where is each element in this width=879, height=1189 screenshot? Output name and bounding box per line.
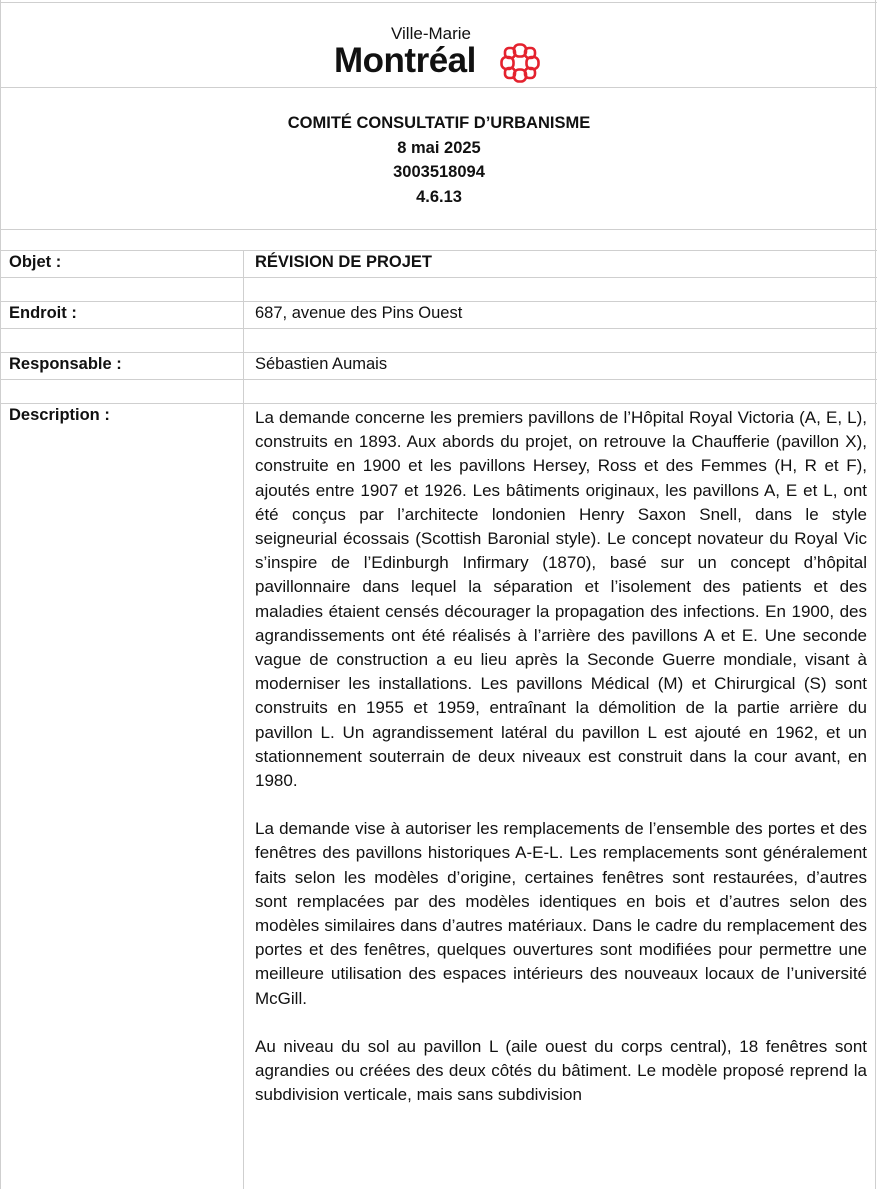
logo-borough: Ville-Marie — [391, 24, 471, 43]
spacer-row — [1, 278, 877, 302]
description-paragraph: La demande concerne les premiers pavillons de l’Hôpital Royal Victoria (A, E, L), construits en 1893. Aux abords du projet, on retrouve la Chaufferie (pavillon X), construite en 1900 et les pavillons Hersey, Ross et des Femmes (H, R et F), ajoutés entre 1907 et 1926. Les bâtiments originaux, les pavillons A, E et L, ont été conçus par l’architecte londonien Henry Saxon Snell, dans le style seigneurial écossais (Scottish Baronial style). Le concept novateur du Royal Vic s’inspire de l’Edinburgh Infirmary (1870), basé sur un concept d’hôpital pavillonnaire dans lequel la séparation et l’isolement des patients et des maladies étaient censés décourager la propagation des infections. En 1900, des agrandissements ont été réalisés à l’arrière des pavillons A et E. Une seconde vague de construction a eu lieu après la Seconde Guerre mondiale, visant à moderniser les installations. Les pavillons Médical (M) et Chirurgical (S) sont construits en 1955 et 1959, entraînant la démolition de la partie arrière du pavillon L. Un agrandissement latéral du pavillon L est ajouté en 1962, et un stationnement souterrain de deux niveaux est construit dans la cour avant, en 1980. — [255, 408, 867, 791]
spacer-row — [1, 230, 877, 251]
description-paragraph: La demande vise à autoriser les remplacements de l’ensemble des portes et des fenêtres des pavillons historiques A-E-L. Les remplacements sont généralement faits selon les modèles d’origine, certaines fenêtres sont restaurées, d’autres sont remplacées par des modèles identiques en bois et d’autres selon des modèles similaires dans d’autres matériaux. Dans le cadre du remplacement des portes et des fenêtres, quelques ouvertures sont modifiées pour permettre une meilleure utilisation des espaces intérieurs des nouveaux locaux de l’université McGill. — [255, 819, 867, 1008]
endroit-value: 687, avenue des Pins Ouest — [255, 304, 463, 322]
description-label: Description : — [9, 406, 110, 424]
meeting-date: 8 mai 2025 — [397, 138, 481, 157]
montreal-logo — [334, 21, 544, 85]
responsable-value: Sébastien Aumais — [255, 355, 388, 373]
file-number: 3003518094 — [393, 163, 485, 181]
logo-city: Montréal — [334, 41, 476, 80]
responsable-row — [1, 353, 877, 380]
committee-name: COMITÉ CONSULTATIF D’URBANISME — [287, 114, 591, 132]
objet-label: Objet : — [9, 253, 62, 271]
endroit-label: Endroit : — [9, 304, 77, 322]
objet-value: RÉVISION DE PROJET — [255, 253, 432, 271]
item-number: 4.6.13 — [416, 187, 462, 206]
rosette-icon — [500, 43, 540, 83]
description-row — [1, 404, 877, 1189]
spacer-row — [1, 329, 877, 353]
responsable-label: Responsable : — [9, 355, 122, 373]
description-paragraph: Au niveau du sol au pavillon L (aile ouest du corps central), 18 fenêtres sont agrandies ou créées des deux côtés du bâtiment. Le modèle proposé reprend la subdivision verticale, mais sans subdivision — [255, 1036, 867, 1105]
spacer-row — [1, 380, 877, 404]
description-text — [255, 406, 867, 1131]
endroit-row — [1, 302, 877, 329]
meeting-title-block — [1, 89, 877, 230]
objet-row — [1, 251, 877, 278]
document-header — [1, 2, 877, 88]
